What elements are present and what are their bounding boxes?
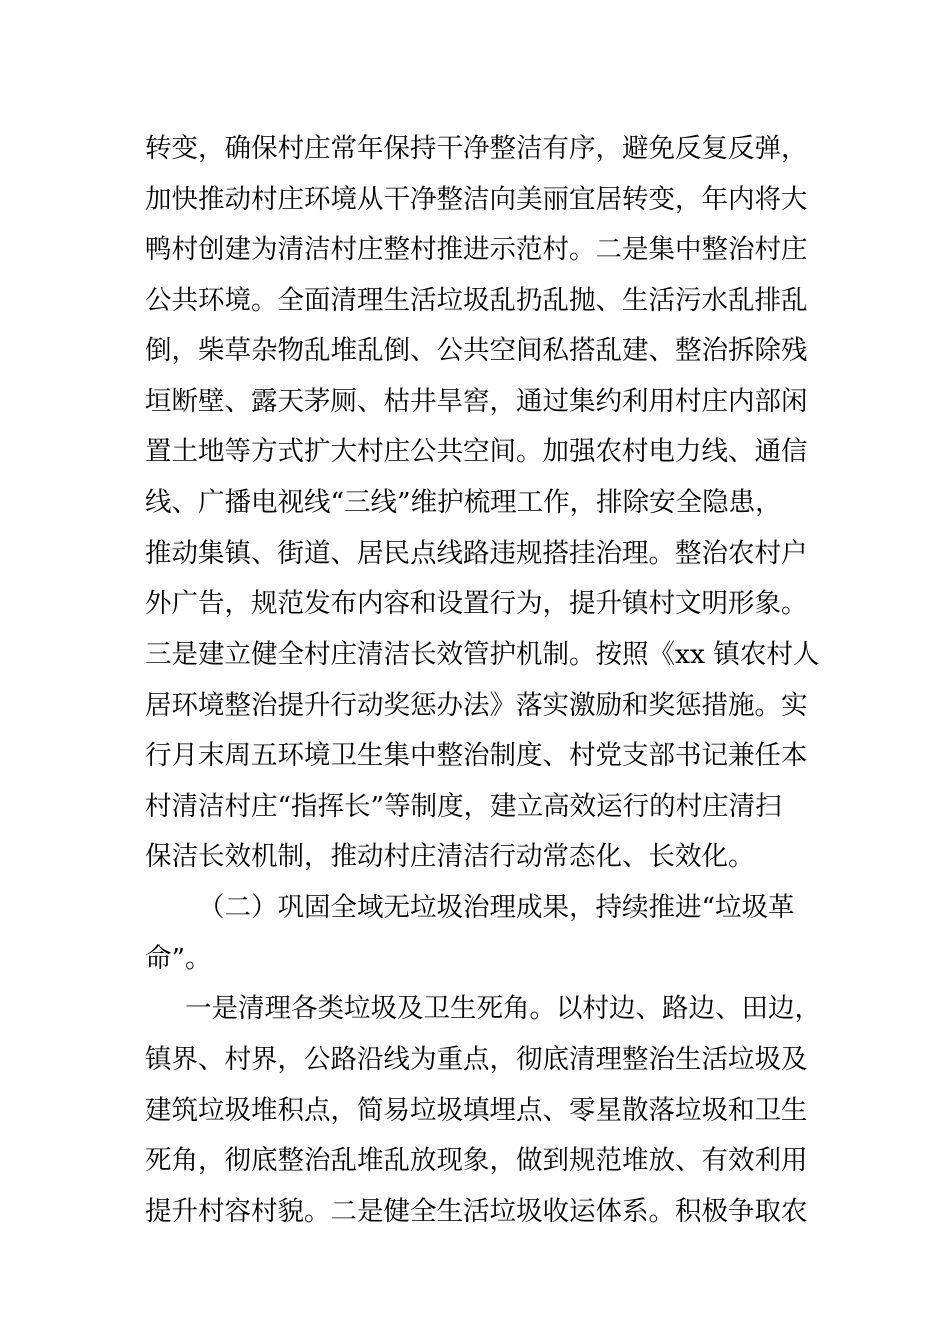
paragraph-line: 公共环境。全面清理生活垃圾乱扔乱抛、生活污水乱排乱 xyxy=(145,285,808,316)
paragraph-line: 镇界、村界，公路沿线为重点，彻底清理整治生活垃圾及 xyxy=(145,1044,808,1075)
paragraph-line: 保洁长效机制，推动村庄清洁行动常态化、长效化。 xyxy=(145,841,755,872)
paragraph-line: 加快推动村庄环境从干净整洁向美丽宜居转变，年内将大 xyxy=(145,184,808,215)
paragraph-line: 三是建立健全村庄清洁长效管护机制。按照《xx 镇农村人 xyxy=(145,639,820,670)
paragraph-line: 鸭村创建为清洁村庄整村推进示范村。二是集中整治村庄 xyxy=(145,234,808,265)
paragraph-line: 居环境整治提升行动奖惩办法》落实激励和奖惩措施。实 xyxy=(145,690,808,721)
paragraph-line: 倒，柴草杂物乱堆乱倒、公共空间私搭乱建、整治拆除残 xyxy=(145,335,808,366)
paragraph-line: 村清洁村庄“指挥长”等制度，建立高效运行的村庄清扫 xyxy=(145,791,782,822)
paragraph-line: 垣断壁、露天茅厕、枯井旱窖，通过集约利用村庄内部闲 xyxy=(145,386,808,417)
paragraph-line: 转变，确保村庄常年保持干净整洁有序，避免反复反弹， xyxy=(145,133,808,164)
paragraph-line: 死角，彻底整治乱堆乱放现象，做到规范堆放、有效利用 xyxy=(145,1145,808,1176)
paragraph-line: 置土地等方式扩大村庄公共空间。加强农村电力线、通信 xyxy=(145,436,808,467)
paragraph-line: 建筑垃圾堆积点，简易垃圾填埋点、零星散落垃圾和卫生 xyxy=(145,1095,808,1126)
paragraph-line: 行月末周五环境卫生集中整治制度、村党支部书记兼任本 xyxy=(145,740,808,771)
paragraph-line: 外广告，规范发布内容和设置行为，提升镇村文明形象。 xyxy=(145,588,808,619)
paragraph-line: 提升村容村貌。二是健全生活垃圾收运体系。积极争取农 xyxy=(145,1196,808,1227)
section-heading-line: 命”。 xyxy=(145,943,212,974)
section-heading-line: （二）巩固全域无垃圾治理成果，持续推进“垃圾革 xyxy=(198,892,795,923)
paragraph-line: 一是清理各类垃圾及卫生死角。以村边、路边、田边， xyxy=(185,993,821,1024)
paragraph-line: 推动集镇、街道、居民点线路违规搭挂治理。整治农村户 xyxy=(145,538,808,569)
paragraph-line: 线、广播电视线“三线”维护梳理工作，排除安全隐患， xyxy=(145,487,782,518)
